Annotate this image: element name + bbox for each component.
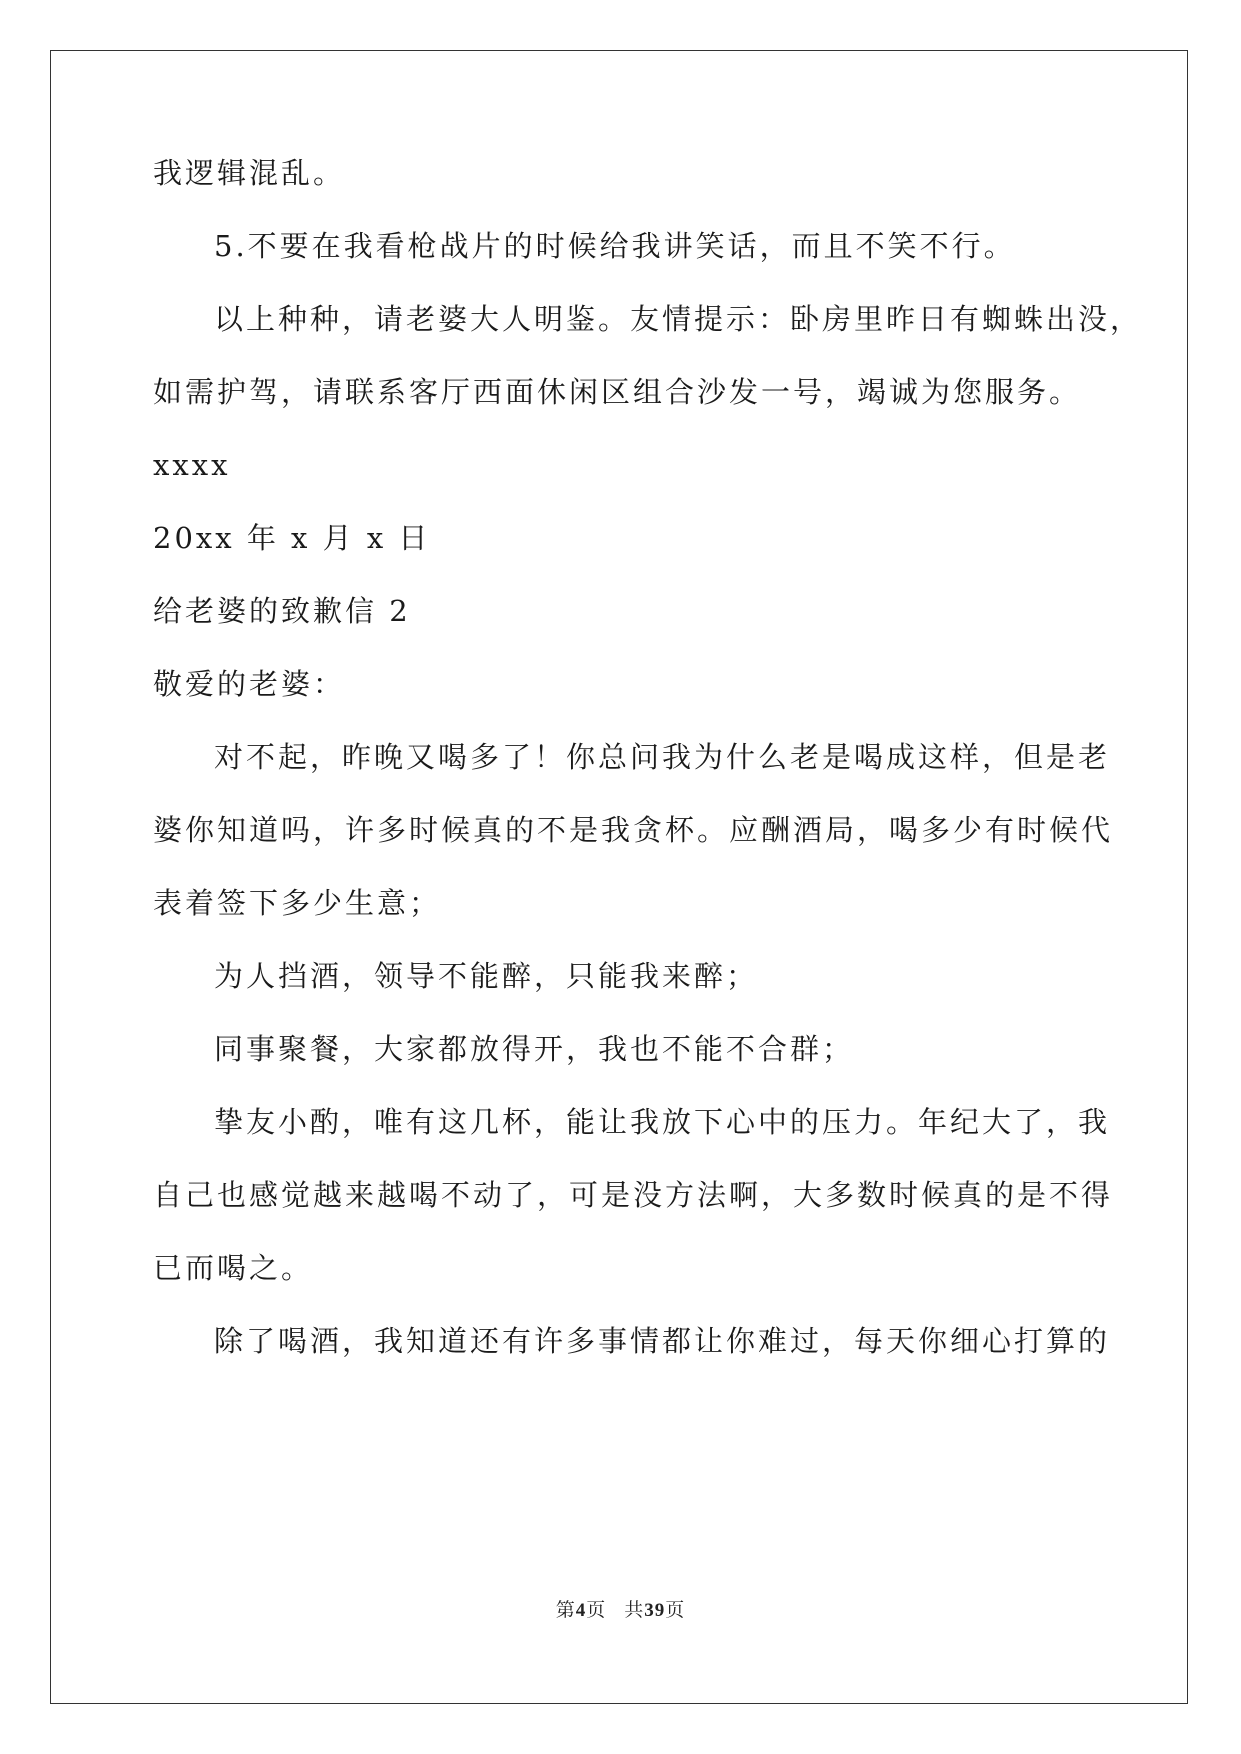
page-prefix: 第 [555,1599,576,1621]
text-line-11: 表着签下多少生意； [153,886,442,920]
text-line-2: 5.不要在我看枪战片的时候给我讲笑话，而且不笑不行。 [214,229,1016,263]
signature-date: 20xx 年 x 月 x 日 [153,521,431,555]
total-suffix: 页 [665,1599,686,1621]
page-footer [0,1598,1241,1623]
text-line-13: 同事聚餐，大家都放得开，我也不能不合群； [214,1032,855,1066]
text-line-3: 以上种种，请老婆大人明鉴。友情提示：卧房里昨日有蜘蛛出没， [214,302,1143,336]
total-pages: 39 [644,1600,666,1621]
text-line-17: 除了喝酒，我知道还有许多事情都让你难过，每天你细心打算的 [214,1324,1111,1358]
page-suffix: 页 [586,1599,607,1621]
text-line-9: 对不起，昨晚又喝多了！你总问我为什么老是喝成这样，但是老 [214,740,1111,774]
signature-name: xxxx [153,448,231,482]
text-line-14: 挚友小酌，唯有这几杯，能让我放下心中的压力。年纪大了，我 [214,1105,1111,1139]
salutation: 敬爱的老婆： [153,667,346,701]
section-title: 给老婆的致歉信 2 [153,594,411,628]
total-prefix: 共 [624,1599,645,1621]
text-line-4: 如需护驾，请联系客厅西面休闲区组合沙发一号，竭诚为您服务。 [153,375,1082,409]
text-line-1: 我逻辑混乱。 [153,156,346,190]
text-line-12: 为人挡酒，领导不能醉，只能我来醉； [214,959,759,993]
page-number: 4 [575,1600,587,1621]
text-line-16: 已而喝之。 [153,1251,314,1285]
page-border [50,50,1188,1704]
text-line-15: 自己也感觉越来越喝不动了，可是没方法啊，大多数时候真的是不得 [153,1178,1114,1212]
text-line-10: 婆你知道吗，许多时候真的不是我贪杯。应酬酒局，喝多少有时候代 [153,813,1114,847]
